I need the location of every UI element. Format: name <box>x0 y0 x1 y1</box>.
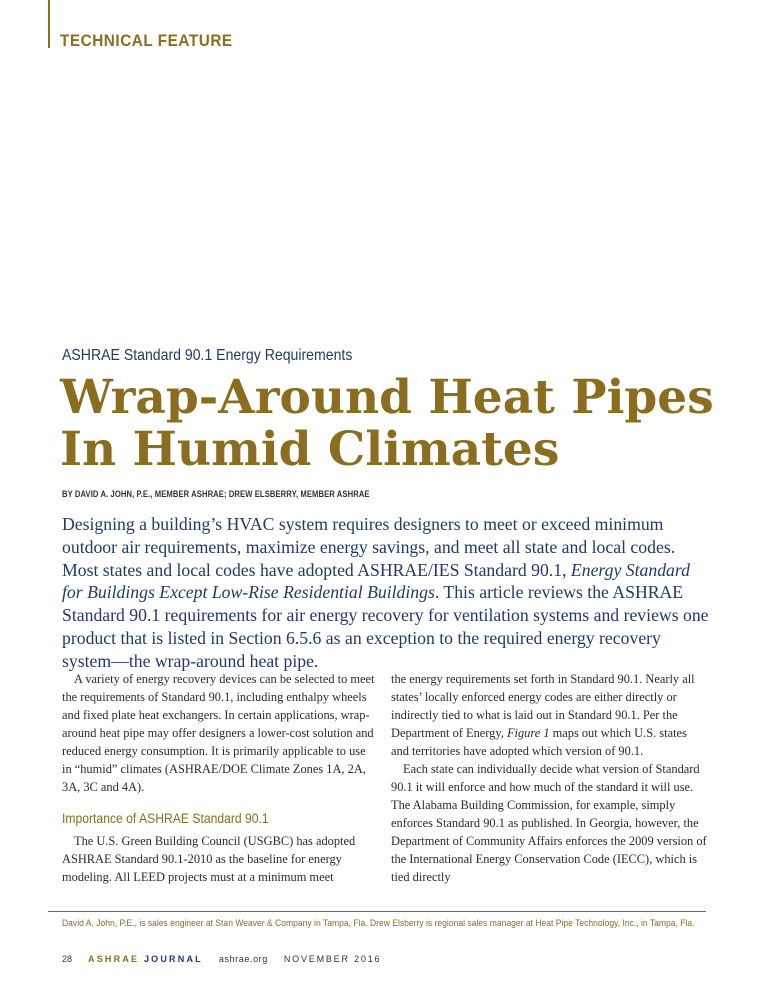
journal-website: ashrae.org <box>218 954 268 964</box>
paragraph: A variety of energy recovery devices can be selected to meet the requirements of Standard 90.1, including enthalpy wheels and fixed plate heat exchangers. In certain applications, wrap-around heat pipe may offer designers a lower-cost solution and reduced energy consumption. It is primarily applicable to use in “humid” climates (ASHRAE/DOE Climate Zones 1A, 2A, 3A, 3C and 4A). <box>62 672 375 794</box>
deck-text-1: Designing a building’s HVAC system requires designers to meet or exceed minimum outdoor air requirements, maximize energy savings, and meet all state and local codes. Most states and local codes have adopted ASHRAE/IES Standard 90.1, <box>62 514 676 580</box>
section-heading: Importance of ASHRAE Standard 90.1 <box>62 811 269 826</box>
article-title <box>60 372 740 476</box>
title-line-2: In Humid Climates <box>60 422 560 477</box>
body-column-left <box>62 670 378 886</box>
section-label: TECHNICAL FEATURE <box>60 31 233 50</box>
deck-standard-title: Energy Standard for Buildings Except Low-Rise Residential Buildings <box>62 559 690 603</box>
journal-name <box>88 954 203 964</box>
page-footer <box>62 954 381 964</box>
paragraph-text: the energy requirements set forth in Standard 90.1. Nearly all states’ locally enforced energy codes are either directly or indirectly tied to what is laid out in Standard 90.1. Per the Department of Energy, <box>391 672 695 740</box>
title-line-1: Wrap-Around Heat Pipes <box>60 370 714 425</box>
journal-name-second: JOURNAL <box>143 954 203 964</box>
journal-name-first: ASHRAE <box>88 954 140 964</box>
page-number: 28 <box>62 954 73 964</box>
paragraph-text: maps out which U.S. states and territories have adopted which version of 90.1. <box>391 726 687 758</box>
body-column-right <box>391 670 707 886</box>
paragraph: Each state can individually decide what version of Standard 90.1 it will enforce and how much of the standard it will use. The Alabama Building Commission, for example, simply enforces Standard 90.1 as published. In Georgia, however, the Department of Community Affairs enforces the 2009 version of the International Energy Conservation Code (IECC), which is tied directly <box>391 762 707 884</box>
deck-text-2: . This article reviews the ASHRAE Standard 90.1 requirements for air energy recovery for ventilation systems and reviews one product that is listed in Section 6.5.6 as an exception to the required energy recovery system—the wrap-around heat pipe. <box>62 582 709 671</box>
header-accent-rule <box>48 0 50 48</box>
footnote-divider <box>48 911 706 912</box>
paragraph <box>391 670 707 760</box>
byline: BY DAVID A. JOHN, P.E., MEMBER ASHRAE; DREW ELSBERRY, MEMBER ASHRAE <box>62 489 370 499</box>
article-deck <box>62 513 712 673</box>
figure-reference: Figure 1 <box>506 726 550 740</box>
author-footnote: David A. John, P.E., is sales engineer at Stan Weaver & Company in Tampa, Fla. Drew Elsberry is regional sales manager at Heat Pipe Technology, Inc., in Tampa, Fla. <box>62 918 695 929</box>
paragraph: The U.S. Green Building Council (USGBC) has adopted ASHRAE Standard 90.1-2010 as the baseline for energy modeling. All LEED projects must at a minimum meet <box>62 834 356 884</box>
issue-date: NOVEMBER 2016 <box>283 954 382 964</box>
article-kicker: ASHRAE Standard 90.1 Energy Requirements <box>62 347 353 364</box>
